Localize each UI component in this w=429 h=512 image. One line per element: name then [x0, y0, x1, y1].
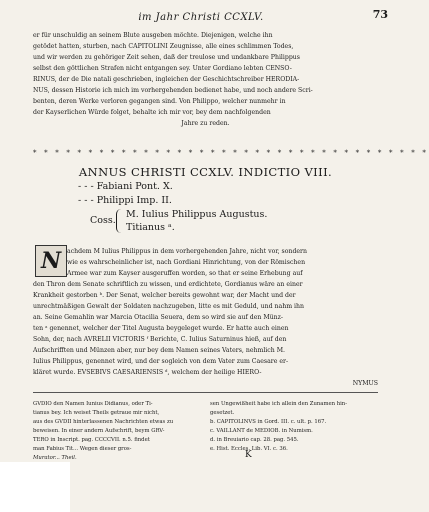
footnote-line: tianus bey. Ich weiset Theils getraue mir nicht,: [33, 410, 160, 416]
text-line: kläret wurde. EVSEBIVS CAESARIENSIS ᵈ, welchem der heilige HIERO-: [33, 369, 262, 376]
footnote-line: aus des GVDII hinterlassenen Nachrichten etwas zu: [33, 419, 174, 425]
text-line: ten ᵃ genennet, welcher der Titel Augusta beygeleget wurde. Er hatte auch einen: [33, 325, 289, 332]
footnote-line: beweisen. In einer andern Aufschrift, beym GRV-: [33, 428, 165, 434]
consul-name: M. Iulius Philippus Augustus.: [126, 209, 268, 220]
ornament-separator: * * * * * * * * * * * * * * * * * * * * * * * * * * * * * * * * * * * *: [33, 149, 429, 157]
footnote-line: TERO in Inscript. pag. CCCCVII. n.5. findet: [33, 437, 150, 443]
text-line: Jahre zu reden.: [181, 120, 230, 127]
top-paragraph: [33, 30, 378, 129]
footnote-line: b. CAPITOLINVS in Gord. III. c. ult. p. 167.: [210, 419, 327, 425]
consuls-label: Coss.: [90, 215, 116, 226]
footnote-line: e. Hist. Eccles. Lib. VI. c. 36.: [210, 446, 288, 452]
fasti-pope: - - - Fabiani Pont. X.: [78, 181, 173, 192]
year-heading: ANNUS CHRISTI CCXLV. INDICTIO VIII.: [78, 165, 333, 179]
footnote-line: gesetzet.: [210, 410, 235, 416]
consul-names: [126, 208, 267, 234]
text-line: NUS, dessen Historie ich mich im vorhergehenden bedienet habe, und noch andere Scri-: [33, 87, 313, 94]
decorated-initial: N: [35, 245, 67, 277]
text-line: an. Seine Gemahlin war Marcia Otacilia Seuera, dem so wird sie auf den Münz-: [33, 314, 284, 321]
text-line: Sohn, der, nach AVRELII VICTORIS ᶠ Berichte, C. Iulius Saturninus hieß, auf den: [33, 336, 287, 343]
fasti-emperor: - - - Philippi Imp. II.: [78, 195, 172, 206]
footnote-rule: [33, 392, 378, 393]
signature-mark: K: [245, 450, 252, 460]
brace-mark: [116, 209, 123, 233]
fasti-list: [78, 180, 173, 208]
footnote-line: c. VAILLANT de MEDIOB. in Numism.: [210, 428, 313, 434]
footnotes-left-column: [33, 400, 205, 463]
footnotes-right-column: [210, 400, 378, 454]
text-line: Aufschrifften und Münzen aber, nur bey dem Namen seines Vaters, nehmlich M.: [33, 347, 286, 354]
footnote-line: GVDIO den Namen Iunius Didianus, oder Ti-: [33, 401, 153, 407]
text-line: unrechtmäßigen Gewalt der Soldaten nachzugeben, litte es mit Geduld, und nahm ihn: [33, 303, 304, 310]
text-line: Iulius Philippus, genennet wird, und der sogleich von dem Vater zum Caesare er-: [33, 358, 289, 365]
text-line: er für unschuldig an seinem Blute ausgeben möchte. Diejenigen, welche ihn: [33, 32, 273, 39]
scan-blank-area: [0, 462, 70, 512]
text-line: benten, deren Werke verloren gegangen sind. Von Philippo, welcher nunmehr in: [33, 98, 286, 105]
consul-name: Titianus ᵃ.: [126, 222, 175, 233]
text-line: Krankheit gestorben ᵇ. Der Senat, welcher bereits gewohnt war, der Macht und der: [33, 292, 296, 299]
text-line: den Thron dem Senate schriftlich zu wissen, und erdichtete, Gordianus wäre an einer: [33, 281, 303, 288]
footnote-line: sen Ungewißheit habe ich allein den Zunamen hin-: [210, 401, 348, 407]
running-title: im Jahr Christi CCXLV.: [138, 12, 264, 23]
text-line: getödet hatten, sturben, nach CAPITOLINI Zeugnisse, alle eines schlimmen Todes,: [33, 43, 294, 50]
page-number: 73: [372, 8, 388, 21]
text-line: achdem M Iulius Philippus in dem vorhergehenden Jahre, nicht vor, sondern: [67, 248, 308, 255]
text-line: der Kayserlichen Würde folget, behalte ich mir vor, bey dem nachfolgenden: [33, 109, 271, 116]
footnote-line: man Fabius Tit... Wegen dieser gros-: [33, 446, 132, 452]
text-line: wie es wahrscheinlicher ist, nach Gordiani Hinrichtung, von der Römischen: [67, 259, 306, 266]
text-line: selbst den göttlichen Strafen nicht entgangen sey. Unter Gordiano lebten CENSO-: [33, 65, 292, 72]
footnote-line: d. in Breuiario cap. 28. pag. 545.: [210, 437, 299, 443]
footnote-line: Murator... Theil.: [33, 455, 77, 461]
catchword: NYMUS: [352, 380, 378, 387]
text-line: Armee war zum Kayser ausgeruffen worden, so that er seine Erhebung auf: [67, 270, 303, 277]
text-line: RINUS, der de Die natali geschrieben, ingleichen der Geschichtschreiber HERODIA-: [33, 76, 300, 83]
text-line: und wir werden zu gehöriger Zeit sehen, daß der treulose und undankbare Philippus: [33, 54, 300, 61]
body-paragraph: [33, 246, 378, 389]
